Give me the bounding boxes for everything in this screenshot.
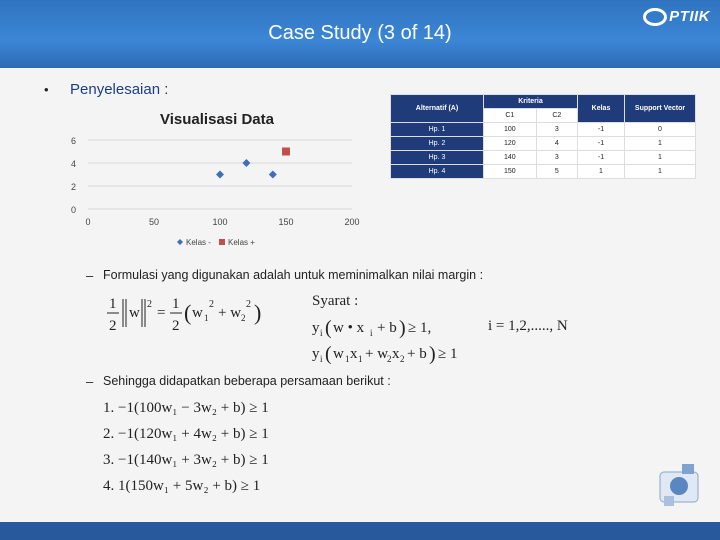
- legend-marker: [177, 239, 183, 245]
- support-vector-value: 1: [625, 165, 696, 179]
- margin-formula: [104, 293, 274, 339]
- constraint-formulas: [310, 312, 480, 364]
- c1-value: 150: [484, 165, 537, 179]
- svg-text:x: x: [350, 346, 358, 362]
- svg-text:+ w: + w: [218, 305, 242, 321]
- c1-header: C1: [484, 109, 537, 123]
- c1-value: 140: [484, 151, 537, 165]
- row-label: Hp. 3: [391, 151, 484, 165]
- criteria-row: [391, 165, 696, 179]
- bullet-marker: •: [44, 82, 49, 97]
- kelas-value: -1: [578, 151, 625, 165]
- x-tick-label: 0: [85, 217, 91, 227]
- kelas-value: -1: [578, 123, 625, 137]
- syarat-label: Syarat :: [312, 293, 359, 309]
- legend-entry: Kelas -: [186, 238, 211, 247]
- criteria-table: [390, 94, 696, 179]
- x-tick-label: 100: [212, 217, 228, 227]
- svg-text:i: i: [370, 328, 373, 338]
- support-vector-value: 0: [625, 123, 696, 137]
- svg-text:≥ 1: ≥ 1: [438, 346, 458, 362]
- criteria-row: [391, 137, 696, 151]
- c1-value: 120: [484, 137, 537, 151]
- svg-text:1: 1: [204, 313, 209, 323]
- dash-marker-1: –: [86, 268, 94, 283]
- row-label: Hp. 2: [391, 137, 484, 151]
- dash-marker-2: –: [86, 374, 94, 389]
- data-point: [282, 148, 290, 156]
- ptiik-logo: [643, 8, 710, 26]
- svg-text:2: 2: [241, 313, 246, 323]
- support-vector-value: 1: [625, 151, 696, 165]
- svg-text:2: 2: [387, 354, 392, 364]
- svg-text:w: w: [129, 305, 140, 321]
- svg-text:(: (: [325, 317, 332, 339]
- y-tick-label: 6: [70, 136, 76, 146]
- criteria-row: [391, 123, 696, 137]
- c2-value: 5: [536, 165, 577, 179]
- c2-value: 3: [536, 151, 577, 165]
- svg-text:+ b: + b: [377, 320, 397, 336]
- equation-4: 4. 1(150w₁ + 5w₂ + b) ≥ 1: [103, 478, 261, 494]
- svg-text:i: i: [320, 354, 323, 364]
- svg-text:x: x: [392, 346, 400, 362]
- x-tick-label: 50: [148, 217, 160, 227]
- equation-1: 1. −1(100w₁ − 3w₂ + b) ≥ 1: [103, 400, 269, 416]
- support-vector-header: Support Vector: [625, 95, 696, 123]
- svg-text:2: 2: [400, 354, 405, 364]
- logo-text: PTIIK: [669, 8, 710, 25]
- alt-header: Alternatif (A): [391, 95, 484, 123]
- title-bar: [0, 0, 720, 68]
- x-tick-label: 200: [344, 217, 360, 227]
- criteria-header: Kriteria: [484, 95, 578, 109]
- svg-text:2: 2: [209, 299, 214, 310]
- legend-marker: [219, 239, 225, 245]
- c2-value: 3: [536, 123, 577, 137]
- svg-text:i: i: [320, 328, 323, 338]
- legend-entry: Kelas +: [228, 238, 255, 247]
- svg-text:(: (: [184, 300, 192, 325]
- svg-text:≥ 1,: ≥ 1,: [408, 320, 432, 336]
- svg-text:): ): [254, 300, 262, 325]
- data-point: [242, 159, 250, 167]
- heading-text: Penyelesaian: [70, 81, 161, 98]
- kelas-value: -1: [578, 137, 625, 151]
- svg-text:): ): [399, 317, 406, 339]
- svg-text:w: w: [333, 346, 344, 362]
- x-tick-label: 150: [278, 217, 294, 227]
- svg-text:): ): [429, 343, 436, 364]
- kelas-header: Kelas: [578, 95, 625, 123]
- svg-text:2: 2: [246, 299, 251, 310]
- section-heading: [70, 81, 168, 98]
- svg-text:2: 2: [147, 299, 152, 310]
- y-tick-label: 4: [70, 159, 76, 169]
- svg-text:+ w: + w: [365, 346, 389, 362]
- svg-text:2: 2: [109, 318, 117, 334]
- data-point: [216, 171, 224, 179]
- equation-2: 2. −1(120w₁ + 4w₂ + b) ≥ 1: [103, 426, 269, 442]
- y-tick-label: 2: [70, 182, 76, 192]
- chart-title: Visualisasi Data: [160, 111, 274, 128]
- criteria-row: [391, 151, 696, 165]
- index-range: i = 1,2,....., N: [488, 318, 568, 334]
- heading-colon: :: [160, 81, 169, 98]
- decorative-puzzle-icon: [652, 458, 706, 512]
- y-tick-label: 0: [70, 205, 76, 215]
- support-vector-value: 1: [625, 137, 696, 151]
- svg-text:(: (: [325, 343, 332, 364]
- c2-header: C2: [536, 109, 577, 123]
- kelas-value: 1: [578, 165, 625, 179]
- scatter-chart: [62, 102, 372, 252]
- bottom-bar: [0, 522, 720, 540]
- svg-text:+ b: + b: [407, 346, 427, 362]
- svg-text:w • x: w • x: [333, 320, 365, 336]
- svg-text:1: 1: [345, 354, 350, 364]
- equation-3: 3. −1(140w₁ + 3w₂ + b) ≥ 1: [103, 452, 269, 468]
- svg-text:1: 1: [358, 354, 363, 364]
- svg-text:=: =: [157, 305, 166, 321]
- slide-title: Case Study (3 of 14): [268, 22, 452, 44]
- svg-text:2: 2: [172, 318, 180, 334]
- svg-text:1: 1: [109, 296, 117, 312]
- c1-value: 100: [484, 123, 537, 137]
- formulasi-text: Formulasi yang digunakan adalah untuk meminimalkan nilai margin :: [103, 268, 484, 282]
- sehingga-text: Sehingga didapatkan beberapa persamaan berikut :: [103, 374, 391, 388]
- row-label: Hp. 4: [391, 165, 484, 179]
- svg-text:w: w: [192, 305, 203, 321]
- svg-text:y: y: [312, 320, 320, 336]
- svg-text:y: y: [312, 346, 320, 362]
- row-label: Hp. 1: [391, 123, 484, 137]
- c2-value: 4: [536, 137, 577, 151]
- logo-mark-icon: [643, 8, 667, 26]
- svg-text:1: 1: [172, 296, 180, 312]
- data-point: [269, 171, 277, 179]
